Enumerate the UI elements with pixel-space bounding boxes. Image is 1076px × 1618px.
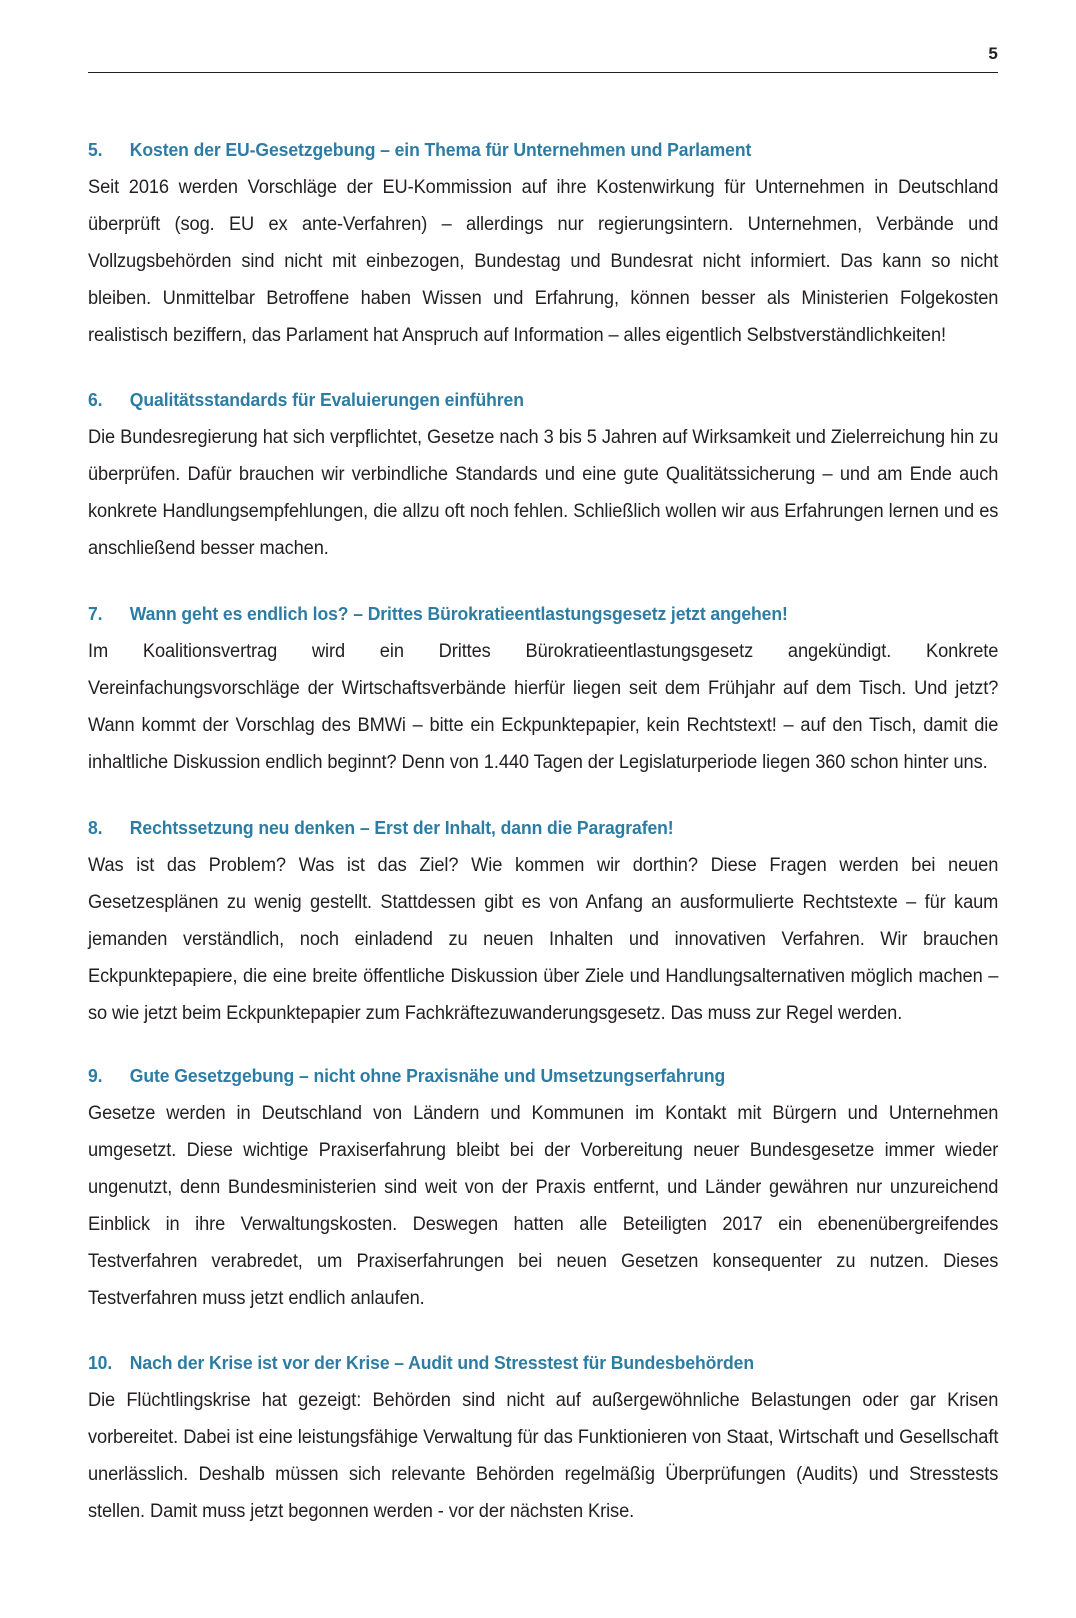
section-9-paragraph: Gesetze werden in Deutschland von Ländern und Kommunen im Kontakt mit Bürgern und Unternehmen umgesetzt. Diese wichtige Praxiserfahrung bleibt bei der Vorbereitung neuer Bundesgesetze immer wieder ungenutzt, denn Bundesministerien sind weit von der Praxis entfernt, und Länder gewähren nur unzureichend Einblick in ihre Verwaltungskosten. Deswegen hatten alle Beteiligten 2017 ein ebenenübergreifendes Testverfahren verabredet, um Praxiserfahrungen bei neuen Gesetzen konsequenter zu nutzen. Dieses Testverfahren muss jetzt endlich anlaufen.: [88, 1103, 999, 1309]
section-8-title: Rechtssetzung neu denken – Erst der Inhalt, dann die Paragrafen!: [129, 817, 674, 838]
section-7: [88, 600, 998, 781]
section-5-paragraph: Seit 2016 werden Vorschläge der EU-Kommission auf ihre Kostenwirkung für Unternehmen in Deutschland überprüft (sog. EU ex ante-Verfahren) – allerdings nur regierungsintern. Unternehmen, Verbände und Vollzugsbehörden sind nicht mit einbezogen, Bundestag und Bundesrat nicht informiert. Das kann so nicht bleiben. Unmittelbar Betroffene haben Wissen und Erfahrung, können besser als Ministerien Folgekosten realistisch beziffern, das Parlament hat Anspruch auf Information – alles eigentlich Selbstverständlichkeiten!: [88, 177, 999, 346]
section-7-title: Wann geht es endlich los? – Drittes Bürokratieentlastungsgesetz jetzt angehen!: [129, 603, 788, 624]
section-5-title: Kosten der EU-Gesetzgebung – ein Thema für Unternehmen und Parlament: [129, 139, 752, 160]
document-body: [88, 136, 998, 1530]
section-10-number: 10.: [88, 1352, 113, 1373]
section-10-paragraph: Die Flüchtlingskrise hat gezeigt: Behörden sind nicht auf außergewöhnliche Belastungen oder gar Krisen vorbereitet. Dabei ist eine leistungsfähige Verwaltung für das Funktionieren von Staat, Wirtschaft und Gesellschaft unerlässlich. Deshalb müssen sich relevante Behörden regelmäßig Überprüfungen (Audits) und Stresstests stellen. Damit muss jetzt begonnen werden - vor der nächsten Krise.: [88, 1390, 999, 1522]
section-7-number: 7.: [88, 603, 103, 624]
section-8: [88, 814, 998, 1032]
page-number: 5: [988, 44, 998, 63]
section-7-heading: [88, 600, 953, 628]
section-9-number: 9.: [88, 1065, 103, 1086]
section-5: [88, 136, 998, 354]
section-6-paragraph: Die Bundesregierung hat sich verpflichtet, Gesetze nach 3 bis 5 Jahren auf Wirksamkeit und Zielerreichung hin zu überprüfen. Dafür brauchen wir verbindliche Standards und eine gute Qualitätssicherung – und am Ende auch konkrete Handlungsempfehlungen, die allzu oft noch fehlen. Schließlich wollen wir aus Erfahrungen lernen und es anschließend besser machen.: [88, 427, 999, 559]
section-8-number: 8.: [88, 817, 103, 838]
section-8-heading: [88, 814, 953, 842]
section-7-paragraph: Im Koalitionsvertrag wird ein Drittes Bürokratieentlastungsgesetz angekündigt. Konkrete Vereinfachungsvorschläge der Wirtschaftsverbände hierfür liegen seit dem Frühjahr auf dem Tisch. Und jetzt? Wann kommt der Vorschlag des BMWi – bitte ein Eckpunktepapier, kein Rechtstext! – auf den Tisch, damit die inhaltliche Diskussion endlich beginnt? Denn von 1.440 Tagen der Legislaturperiode liegen 360 schon hinter uns.: [88, 641, 999, 773]
section-5-number: 5.: [88, 139, 103, 160]
section-8-paragraph: Was ist das Problem? Was ist das Ziel? Wie kommen wir dorthin? Diese Fragen werden bei neuen Gesetzesplänen zu wenig gestellt. Stattdessen gibt es von Anfang an ausformulierte Rechtstexte – für kaum jemanden verständlich, noch einladend zu neuen Inhalten und innovativen Verfahren. Wir brauchen Eckpunktepapiere, die eine breite öffentliche Diskussion über Ziele und Handlungsalternativen möglich machen – so wie jetzt beim Eckpunktepapier zum Fachkräftezuwanderungsgesetz. Das muss zur Regel werden.: [88, 855, 999, 1024]
section-9-heading: [88, 1062, 953, 1090]
section-6-number: 6.: [88, 389, 103, 410]
section-10: [88, 1349, 998, 1530]
page-header: [88, 42, 998, 82]
section-6-title: Qualitätsstandards für Evaluierungen einführen: [129, 389, 524, 410]
section-6-heading: [88, 386, 953, 414]
section-9-title: Gute Gesetzgebung – nicht ohne Praxisnähe und Umsetzungserfahrung: [129, 1065, 726, 1086]
section-6: [88, 386, 998, 567]
section-5-heading: [88, 136, 953, 164]
section-10-title: Nach der Krise ist vor der Krise – Audit und Stresstest für Bundesbehörden: [129, 1352, 754, 1373]
section-9: [88, 1062, 998, 1317]
section-10-heading: [88, 1349, 953, 1377]
header-divider: [88, 72, 998, 73]
